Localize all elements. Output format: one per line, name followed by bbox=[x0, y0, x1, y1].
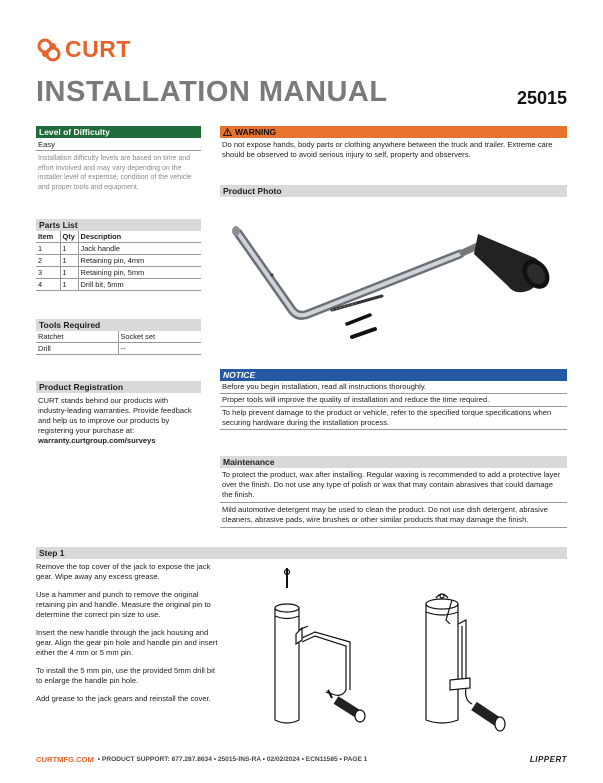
cell-description: Retaining pin, 4mm bbox=[78, 255, 201, 267]
difficulty-heading: Level of Difficulty bbox=[36, 126, 201, 138]
registration-body bbox=[36, 393, 201, 449]
notice-item: Proper tools will improve the quality of installation and reduce the time required. bbox=[220, 394, 567, 407]
cell-item: 1 bbox=[38, 244, 43, 253]
table-row bbox=[36, 255, 201, 267]
product-photo bbox=[220, 198, 567, 358]
step-paragraph: Add grease to the jack gears and reinstall the cover. bbox=[36, 694, 211, 703]
tool-cell: Ratchet bbox=[38, 332, 64, 341]
notice-heading: NOTICE bbox=[220, 369, 567, 381]
cell-description: Drill bit, 5mm bbox=[78, 279, 201, 291]
curt-logo-icon bbox=[37, 38, 61, 62]
cell-item: 2 bbox=[38, 256, 43, 265]
product-photo-heading: Product Photo bbox=[220, 185, 567, 197]
table-row bbox=[36, 279, 201, 291]
maintenance-heading: Maintenance bbox=[220, 456, 567, 468]
table-row bbox=[36, 243, 201, 255]
tool-cell: Socket set bbox=[118, 331, 201, 343]
curt-logo bbox=[37, 36, 131, 63]
lippert-logo: LIPPERT bbox=[529, 755, 567, 764]
column-header-qty: Qty bbox=[60, 231, 78, 243]
tools-heading: Tools Required bbox=[36, 319, 201, 331]
step-paragraph: Use a hammer and punch to remove the original retaining pin and handle. Measure the original pin to determine the correct pin size to use. bbox=[36, 590, 211, 619]
notice-item: Before you begin installation, read all instructions thoroughly. bbox=[220, 381, 567, 394]
warning-heading: WARNING bbox=[235, 127, 277, 137]
table-row bbox=[36, 343, 201, 355]
cell-qty: 1 bbox=[60, 267, 78, 279]
part-number: 25015 bbox=[516, 88, 567, 108]
parts-list-section bbox=[36, 219, 201, 291]
difficulty-description: Installation difficulty levels are based on time and effort involved and may vary depending on the installer level of expertise, condition of the vehicle and proper tools and equipment. bbox=[38, 155, 192, 191]
footer bbox=[36, 755, 567, 764]
warning-heading-bar bbox=[220, 126, 567, 138]
cell-item: 3 bbox=[38, 268, 43, 277]
cell-description: Jack handle bbox=[78, 243, 201, 255]
maintenance-section bbox=[220, 456, 567, 528]
registration-link[interactable]: warranty.curtgroup.com/surveys bbox=[38, 436, 156, 445]
footer-info: • PRODUCT SUPPORT: 877.287.8634 • 25015-INS-RA • 02/02/2024 • ECN11585 • PAGE 1 bbox=[97, 756, 368, 763]
step-paragraph: To install the 5 mm pin, use the provided 5mm drill bit to enlarge the handle pin hole. bbox=[36, 666, 215, 685]
step-heading: Step 1 bbox=[36, 547, 567, 559]
tool-cell: -- bbox=[118, 343, 201, 355]
difficulty-section bbox=[36, 126, 201, 195]
parts-table bbox=[36, 231, 201, 291]
maintenance-item: To protect the product, wax after installing. Regular waxing is recommended to add a protective layer over the finish. Do not use any type of polish or wax that may contain abrasives that could damage the finish. bbox=[220, 468, 567, 503]
notice-section bbox=[220, 369, 567, 430]
step-instructions bbox=[36, 562, 221, 712]
table-row bbox=[36, 267, 201, 279]
warning-triangle-icon bbox=[223, 128, 232, 136]
footer-site-link[interactable]: CURTMFG.COM bbox=[36, 755, 94, 764]
step-paragraph: Remove the top cover of the jack to expose the jack gear. Wipe away any excess grease. bbox=[36, 562, 211, 581]
column-header-description: Description bbox=[78, 231, 201, 243]
parts-list-heading: Parts List bbox=[36, 219, 201, 231]
registration-text: CURT stands behind our products with industry-leading warranties. Provide feedback and help us to improve our products by registering your purchase at: bbox=[38, 396, 192, 435]
tool-cell: Drill bbox=[38, 344, 51, 353]
brand-name: CURT bbox=[65, 36, 131, 62]
product-photo-section bbox=[220, 185, 567, 197]
page-title: INSTALLATION MANUAL bbox=[36, 76, 388, 108]
table-row bbox=[36, 331, 201, 343]
notice-item: To help prevent damage to the product or vehicle, refer to the specified torque specifications when securing hardware during the installation process. bbox=[220, 407, 567, 430]
difficulty-level: Easy bbox=[36, 138, 201, 151]
cell-qty: 1 bbox=[60, 279, 78, 291]
cell-description: Retaining pin, 5mm bbox=[78, 267, 201, 279]
cell-item: 4 bbox=[38, 280, 43, 289]
step-illustration bbox=[240, 560, 567, 735]
table-header-row bbox=[36, 231, 201, 243]
column-header-item: Item bbox=[38, 232, 54, 241]
step-paragraph: Insert the new handle through the jack housing and gear. Align the gear pin hole and handle pin and insert either the 4 mm or 5 mm pin. bbox=[36, 628, 218, 657]
step-section bbox=[36, 547, 567, 559]
registration-heading: Product Registration bbox=[36, 381, 201, 393]
tools-section bbox=[36, 319, 201, 355]
cell-qty: 1 bbox=[60, 243, 78, 255]
tools-table bbox=[36, 331, 201, 355]
maintenance-item: Mild automotive detergent may be used to clean the product. Do not use dish detergent, abrasive cleaners, abrasive pads, wire brushes or other similar products that may damage the finish. bbox=[220, 503, 567, 528]
warning-body: Do not expose hands, body parts or clothing anywhere between the truck and trailer. Extreme care should be observed to avoid serious injury to self, property and observers. bbox=[222, 140, 553, 159]
registration-section bbox=[36, 381, 201, 449]
warning-section bbox=[220, 126, 567, 162]
cell-qty: 1 bbox=[60, 255, 78, 267]
